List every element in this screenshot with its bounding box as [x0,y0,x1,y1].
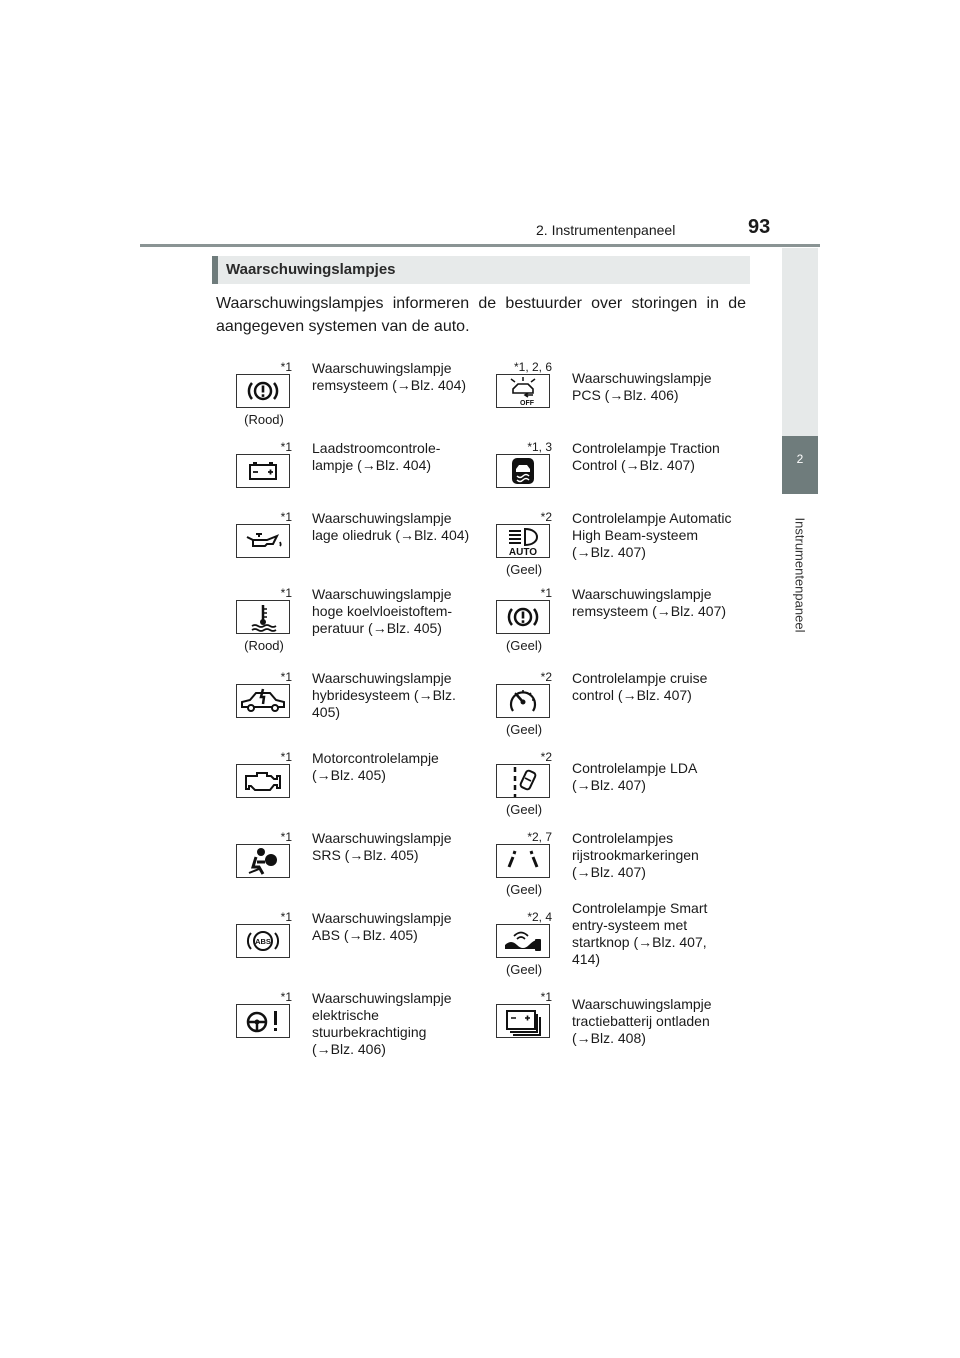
color-label: (Geel) [505,802,543,817]
oil-pressure-icon [236,524,290,558]
airbag-srs-icon [236,844,290,878]
engine-check-icon [236,764,290,798]
left-item-4 [214,578,464,658]
item-description: Laadstroomcontrole-lampje (→Blz. 404) [312,440,441,473]
footnote-ref: *1 [280,830,292,844]
battery-charge-icon [236,454,290,488]
cruise-control-icon [496,684,550,718]
page-number: 93 [748,216,771,238]
left-item-5 [214,662,464,742]
item-description: Motorcontrolelampje (→Blz. 405) [312,750,439,783]
section-header [212,256,750,284]
traction-battery-icon [496,1004,550,1038]
item-description: Controlelampje Automatic High Beam-systeem (→Blz. 407) [572,510,732,560]
left-item-8 [214,902,464,982]
item-description: Waarschuwingslampje ABS (→Blz. 405) [312,910,452,943]
footnote-ref: *1 [540,586,552,600]
header-rule [140,244,820,247]
right-item-4 [474,578,727,658]
right-item-3 [474,502,732,582]
brake-warning-icon [496,600,550,634]
footnote-ref: *2 [540,750,552,764]
smart-entry-icon [496,924,550,958]
item-description: Waarschuwingslampje hoge koelvloeistoftem-peratuur (→Blz. 405) [312,586,453,636]
footnote-ref: *2 [540,670,552,684]
footnote-ref: *1 [280,750,292,764]
item-description: Controlelampjes rijstrookmarkeringen (→Blz. 407) [572,830,699,880]
footnote-ref: *2 [540,510,552,524]
item-description: Waarschuwingslampje tractiebatterij ontladen (→Blz. 408) [572,996,712,1046]
left-item-6 [214,742,464,822]
svg-text:OFF: OFF [520,400,534,407]
intro-paragraph: Waarschuwingslampjes informeren de bestuurder over storingen in de aangegeven systemen van de auto. [216,295,746,335]
right-item-5 [474,662,724,742]
footnote-ref: *2, 7 [527,830,552,844]
footnote-ref: *1 [540,990,552,1004]
svg-text:ABS: ABS [255,937,271,946]
section-accent [212,256,218,284]
color-label: (Geel) [505,562,543,577]
item-description: Controlelampje LDA (→Blz. 407) [572,760,697,793]
footnote-ref: *1 [280,910,292,924]
footnote-ref: *1 [280,990,292,1004]
item-description: Controlelampje cruise control (→Blz. 407) [572,670,708,703]
footnote-ref: *1 [280,586,292,600]
footnote-ref: *1, 3 [527,440,552,454]
footnote-ref: *1 [280,360,292,374]
item-description: Waarschuwingslampje remsysteem (→Blz. 407) [572,586,727,619]
footnote-ref: *1 [280,510,292,524]
power-steering-icon [236,1004,290,1038]
color-label: (Rood) [244,412,284,427]
lda-icon [496,764,550,798]
item-description: Controlelampje Traction Control (→Blz. 407) [572,440,720,473]
chapter-label-text: Instrumentenpaneel [792,517,808,633]
chapter-label [778,510,822,640]
right-item-6 [474,742,724,822]
left-item-2 [214,432,464,512]
right-item-8 [474,902,724,982]
brake-warning-icon [236,374,290,408]
pcs-off-icon [496,374,550,408]
item-description: Controlelampje Smart entry-systeem met startknop (→Blz. 407, 414) [572,900,708,967]
left-item-3 [214,502,470,582]
side-tab-track [782,248,818,436]
abs-icon [236,924,290,958]
item-description: Waarschuwingslampje PCS (→Blz. 406) [572,370,712,403]
chapter-tab: 2 [782,436,818,494]
color-label: (Rood) [244,638,284,653]
running-head: 2. Instrumentenpaneel [536,222,676,238]
footnote-ref: *2, 4 [527,910,552,924]
footnote-ref: *1 [280,670,292,684]
left-item-9 [214,982,464,1062]
left-item-7 [214,822,464,902]
left-item-1 [214,352,467,432]
color-label: (Geel) [505,638,543,653]
item-description: Waarschuwingslampje SRS (→Blz. 405) [312,830,452,863]
footnote-ref: *1, 2, 6 [513,360,552,374]
color-label: (Geel) [505,882,543,897]
color-label: (Geel) [505,722,543,737]
right-item-9 [474,982,724,1062]
item-description: Waarschuwingslampje lage oliedruk (→Blz. 404) [312,510,470,543]
right-item-1 [474,352,724,432]
item-description: Waarschuwingslampje hybridesysteem (→Blz. 405) [312,670,456,720]
lane-markings-icon [496,844,550,878]
right-item-2 [474,432,724,512]
traction-control-icon [496,454,550,488]
right-item-7 [474,822,724,902]
footnote-ref: *1 [280,440,292,454]
svg-text:AUTO: AUTO [508,547,538,557]
item-description: Waarschuwingslampje elektrische stuurbekrachtiging (→Blz. 406) [312,990,452,1057]
item-description: Waarschuwingslampje remsysteem (→Blz. 404) [312,360,467,393]
auto-high-beam-icon [496,524,550,558]
hybrid-system-icon [236,684,290,718]
color-label: (Geel) [505,962,543,977]
coolant-temp-icon [236,600,290,634]
section-title: Waarschuwingslampjes [226,261,396,278]
